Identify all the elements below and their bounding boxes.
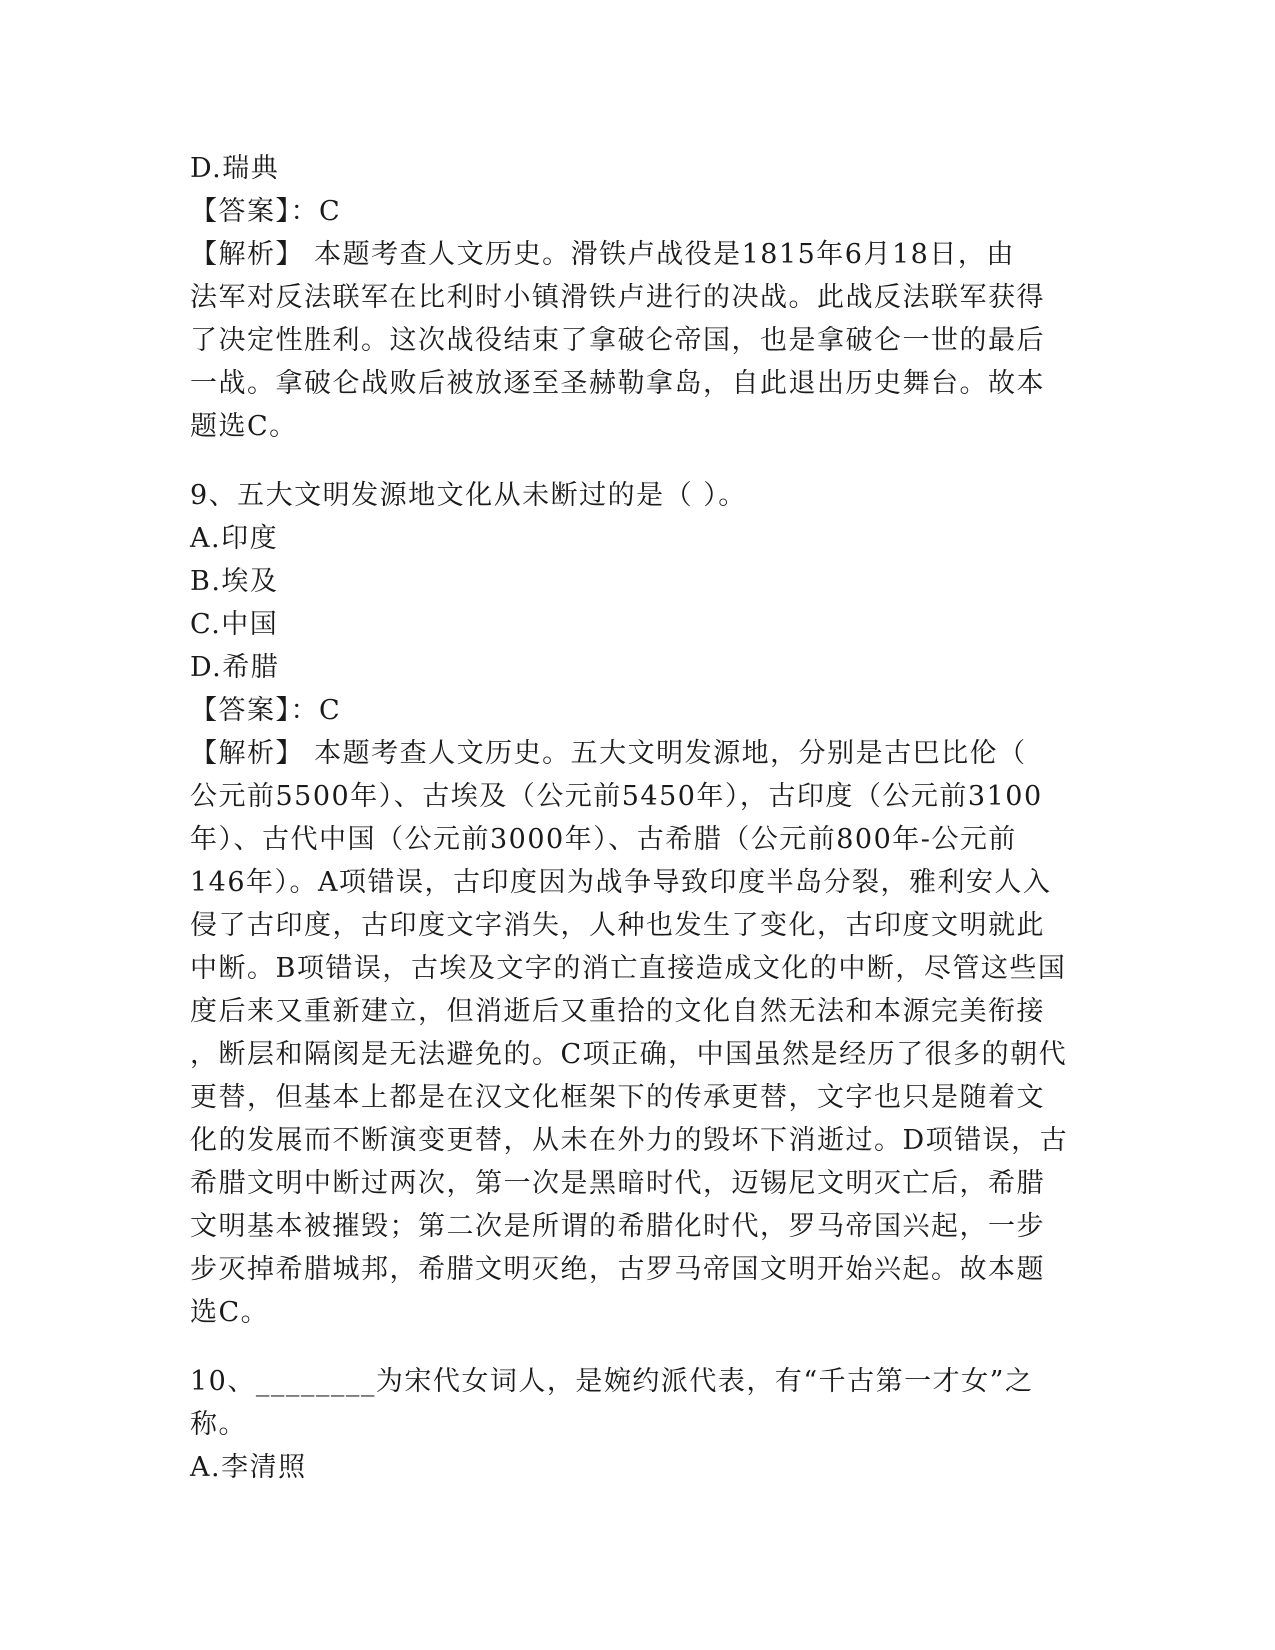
- question-10: [190, 1360, 1090, 1489]
- answer-line: 【答案】：C: [190, 196, 342, 227]
- analysis-line: 了决定性胜利。这次战役结束了拿破仑帝国，也是拿破仑一世的最后: [190, 325, 1045, 356]
- spacer: [190, 1334, 1090, 1360]
- analysis-line: 中断。B项错误，古埃及文字的消亡直接造成文化的中断，尽管这些国: [190, 953, 1067, 984]
- analysis-line: 更替，但基本上都是在汉文化框架下的传承更替，文字也只是随着文: [190, 1082, 1045, 1113]
- answer-line: 【答案】：C: [190, 695, 342, 726]
- spacer: [190, 448, 1090, 474]
- analysis-line: 题选C。: [190, 411, 298, 442]
- analysis-line: 146年）。A项错误，古印度因为战争导致印度半岛分裂，雅利安人入: [190, 867, 1052, 898]
- analysis-line: 一战。拿破仑战败后被放逐至圣赫勒拿岛，自此退出历史舞台。故本: [190, 368, 1045, 399]
- question-8-tail: [190, 147, 1090, 448]
- analysis-line: 文明基本被摧毁；第二次是所谓的希腊化时代，罗马帝国兴起，一步: [190, 1211, 1045, 1242]
- option-b: B.埃及: [190, 566, 279, 597]
- analysis-line: 公元前5500年）、古埃及（公元前5450年），古印度（公元前3100: [190, 781, 1043, 812]
- question-9: [190, 474, 1090, 1334]
- option-d: D.瑞典: [190, 153, 280, 184]
- analysis-line: 希腊文明中断过两次，第一次是黑暗时代，迈锡尼文明灭亡后，希腊: [190, 1168, 1045, 1199]
- analysis-line: 化的发展而不断演变更替，从未在外力的毁坏下消逝过。D项错误，古: [190, 1125, 1069, 1156]
- analysis-line: ，断层和隔阂是无法避免的。C项正确，中国虽然是经历了很多的朝代: [190, 1039, 1068, 1070]
- analysis-line: 法军对反法联军在比利时小镇滑铁卢进行的决战。此战反法联军获得: [190, 282, 1045, 313]
- analysis-line: 步灭掉希腊城邦，希腊文明灭绝，古罗马帝国文明开始兴起。故本题: [190, 1254, 1045, 1285]
- option-c: C.中国: [190, 609, 279, 640]
- option-d: D.希腊: [190, 652, 280, 683]
- analysis-line: 度后来又重新建立，但消逝后又重拾的文化自然无法和本源完美衔接: [190, 996, 1045, 1027]
- analysis-block: [190, 233, 1090, 448]
- option-a: A.印度: [190, 523, 279, 554]
- analysis-line: 【解析】 本题考查人文历史。滑铁卢战役是1815年6月18日，由: [190, 239, 1015, 270]
- analysis-line: 选C。: [190, 1297, 270, 1328]
- option-a: A.李清照: [190, 1452, 307, 1483]
- analysis-line: 年）、古代中国（公元前3000年）、古希腊（公元前800年-公元前: [190, 824, 1017, 855]
- analysis-line: 【解析】 本题考查人文历史。五大文明发源地，分别是古巴比伦（: [190, 738, 1027, 769]
- analysis-block: [190, 732, 1090, 1334]
- document-page: [190, 147, 1090, 1489]
- analysis-line: 侵了古印度，古印度文字消失，人种也发生了变化，古印度文明就此: [190, 910, 1045, 941]
- question-text: 称。: [190, 1409, 247, 1440]
- question-text: 9、五大文明发源地文化从未断过的是（ ）。: [190, 480, 747, 511]
- question-text: 10、________为宋代女词人，是婉约派代表，有“千古第一才女”之: [190, 1366, 1034, 1397]
